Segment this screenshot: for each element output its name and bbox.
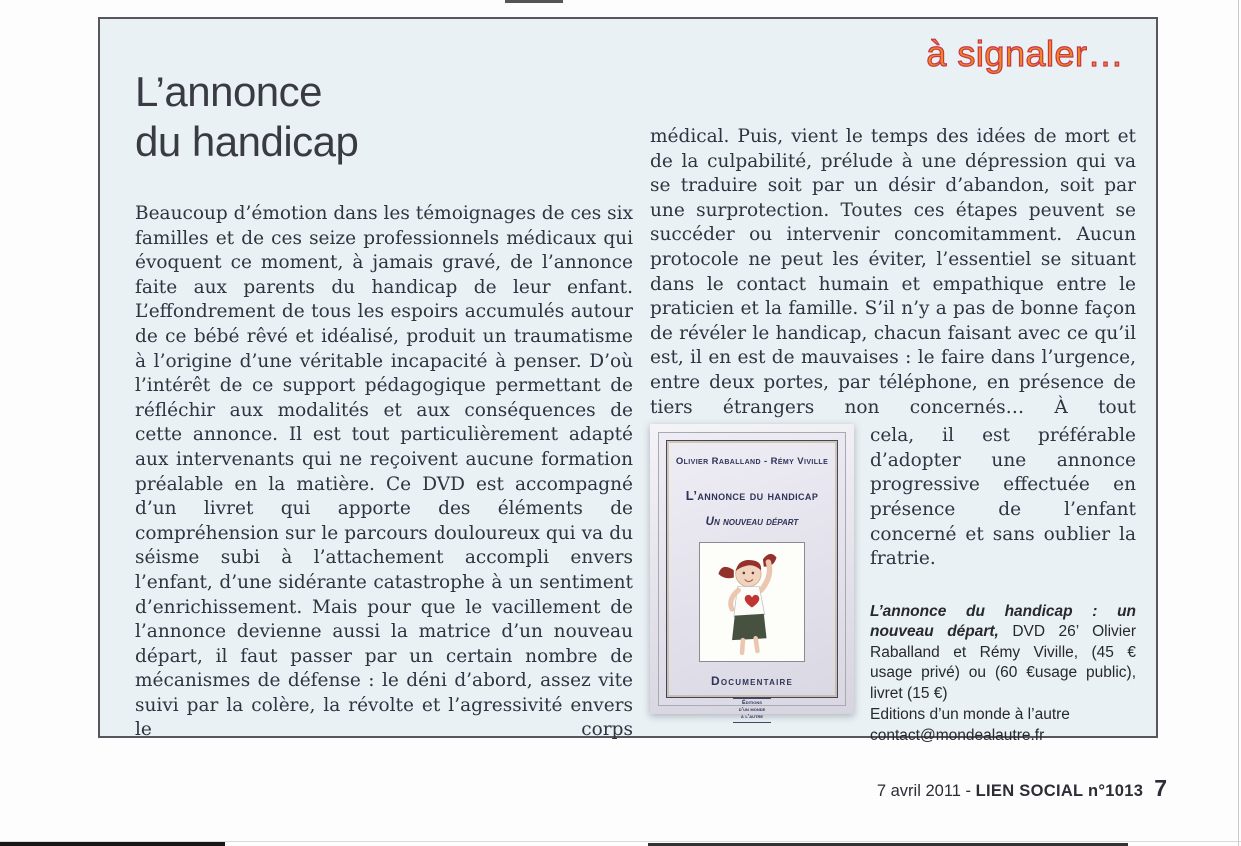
page-footer xyxy=(877,775,1167,802)
article-text-right-column xyxy=(650,125,1136,746)
dvd-publisher-line3: à l’autre xyxy=(740,713,764,720)
dvd-publisher-line1: Éditions xyxy=(742,700,762,706)
dvd-cover-photo xyxy=(650,424,854,720)
dvd-genre-label: Documentaire xyxy=(710,673,794,688)
article-text-right-top: médical. Puis, vient le temps des idées de mort et de la culpabilité, prélude à une dépression qui va se traduire soit par un désir d’abandon, soit par une surprotection. Toutes ces étapes peuvent se succéder ou intervenir concomitamment. Aucun protocole ne peut les éviter, l’essentiel se situant dans le contact humain et empathique entre le praticien et la famille. S’il n’y a pas de bonne façon de révéler le handicap, chacun faisant avec ce qu’il est, il en est de mauvaises : le faire dans l’urgence, entre deux portes, par téléphone, en présence de tiers étrangers non concernés… À tout xyxy=(650,126,1136,418)
dvd-authors: Olivier Raballand - Rémy Viville xyxy=(675,456,829,468)
scan-artifact-right-edge xyxy=(1238,0,1239,846)
article-title-line2: du handicap xyxy=(135,118,359,165)
dvd-caption-contact-email: contact@mondealautre.fr xyxy=(870,726,1045,744)
girl-drawing-icon xyxy=(704,543,800,661)
article-text-left-column: Beaucoup d’émotion dans les témoignages de ces six familles et de ces seize professionnels médicaux qui évoquent ce moment, à jamais gravé, de l’annonce faite aux parents du handicap de leur enfant. L’effondrement de tous les espoirs accumulés autour de ce bébé rêvé et idéalisé, produit un traumatisme à l’origine d’une véritable incapacité à penser. D’où l’intérêt de ce support pédagogique permettant de réfléchir aux modalités et aux conséquences de cette annonce. Il est tout particulièrement adapté aux intervenants qui ne reçoivent aucune formation préalable en la matière. Ce DVD est accompagné d’un livret qui apporte des éléments de compréhension sur le parcours douloureux qui va du séisme subi à l’attachement accompli envers l’enfant, d’une sidérante catastrophe à un sentiment d’enrichissement. Mais pour que le vacillement de l’annonce devienne aussi la matrice d’un nouveau départ, il faut passer par un certain nombre de mécanismes de défense : le déni d’abord, assez vite suivi par la colère, la révolte et l’agressivité envers le corps xyxy=(135,203,633,741)
dvd-publisher-logo xyxy=(733,698,772,724)
dvd-caption-block xyxy=(870,602,1136,747)
dvd-subtitle: Un nouveau départ xyxy=(705,516,799,529)
text-beside-dvd xyxy=(870,424,1136,746)
dvd-caption-reference xyxy=(870,602,1136,705)
dvd-caption-publisher: Editions d’un monde à l’autre xyxy=(870,706,1070,724)
dvd-illustration-box xyxy=(699,542,805,662)
section-label: à signaler… xyxy=(926,33,1124,74)
scan-artifact-top xyxy=(505,0,563,3)
article-title xyxy=(135,67,358,167)
footer-page-number: 7 xyxy=(1154,775,1167,801)
dvd-title: L’annonce du handicap xyxy=(685,487,819,503)
footer-magazine-name: LIEN SOCIAL n°1013 xyxy=(975,782,1144,800)
dvd-publisher-line2: d’un monde xyxy=(738,706,766,713)
article-title-line1: L’annonce xyxy=(135,68,323,115)
dvd-cover xyxy=(658,432,846,720)
article-panel xyxy=(98,17,1158,744)
footer-date: 7 avril 2011 - xyxy=(876,782,976,800)
dvd-caption-details: DVD 26’ Olivier Raballand et Rémy Viville, (45 € usage privé) ou (60 €usage public), livret (15 €) xyxy=(870,623,1136,702)
dvd-caption-title: L’annonce du handicap : un nouveau départ, xyxy=(870,602,1136,641)
scan-artifact-bottom-left xyxy=(0,842,225,846)
article-text-wrapped: cela, il est préférable d’adopter une annonce progressive effectuée en présence de l’enfant concerné et sans oublier la fratrie. xyxy=(870,425,1136,570)
dvd-cover-frame xyxy=(666,440,838,720)
dvd-and-caption-row xyxy=(650,424,1136,746)
